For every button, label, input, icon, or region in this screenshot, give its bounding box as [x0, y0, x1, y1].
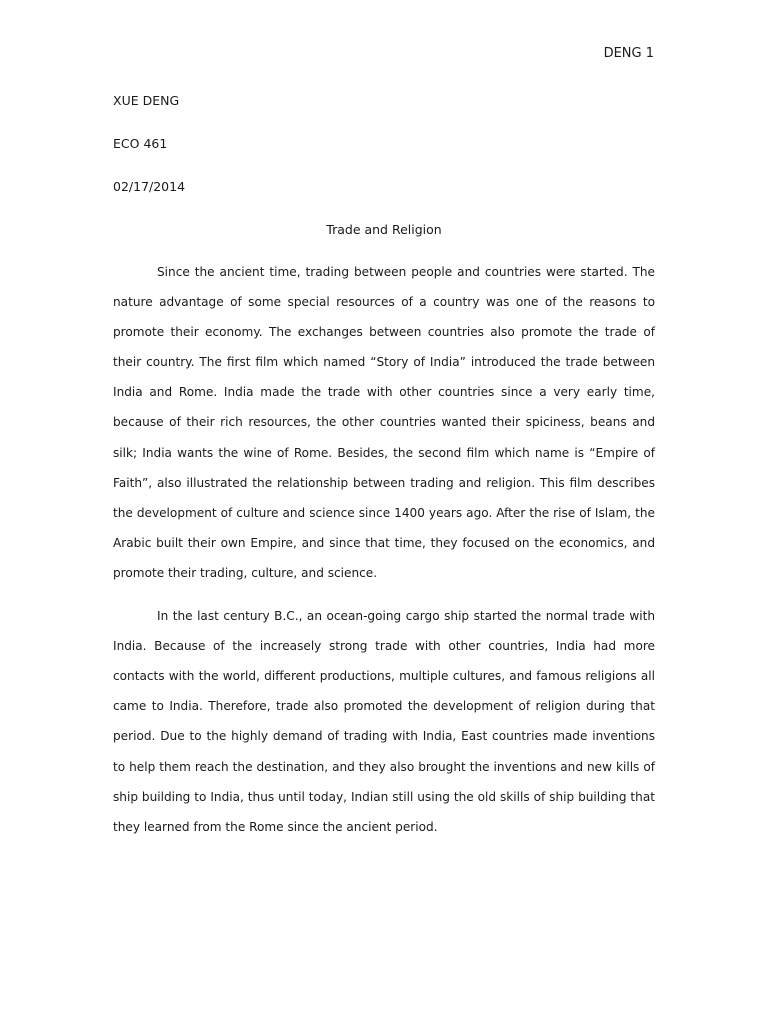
document-title: Trade and Religion [326, 222, 442, 237]
paragraph: Since the ancient time, trading between people and countries were started. The nature advantage of some special resources of a country was one of the reasons to promote their economy. The exchanges between countries also promote the trade of their country. The first film which named “Story of India” introduced the trade between India and Rome. India made the trade with other countries since a very early time, because of their rich resources, the other countries wanted their spiciness, beans and silk; India wants the wine of Rome. Besides, the second film which name is “Empire of Faith”, also illustrated the relationship between trading and religion. This film describes the development of culture and science since 1400 years ago. After the rise of Islam, the Arabic built their own Empire, and since that time, they focused on the economics, and promote their trading, culture, and science. [113, 265, 655, 580]
document-date: 02/17/2014 [113, 179, 186, 194]
course-code: ECO 461 [113, 136, 168, 151]
author-name: XUE DENG [113, 93, 180, 108]
document-body [113, 257, 655, 855]
paragraph: In the last century B.C., an ocean-going cargo ship started the normal trade with India. Because of the increasely strong trade with other countries, India had more contacts with the world, different productions, multiple cultures, and famous religions all came to India. Therefore, trade also promoted the development of religion during that period. Due to the highly demand of trading with India, East countries made inventions to help them reach the destination, and they also brought the inventions and new kills of ship building to India, thus until today, Indian still using the old skills of ship building that they learned from the Rome since the ancient period. [113, 609, 655, 834]
running-head: DENG 1 [603, 46, 654, 61]
